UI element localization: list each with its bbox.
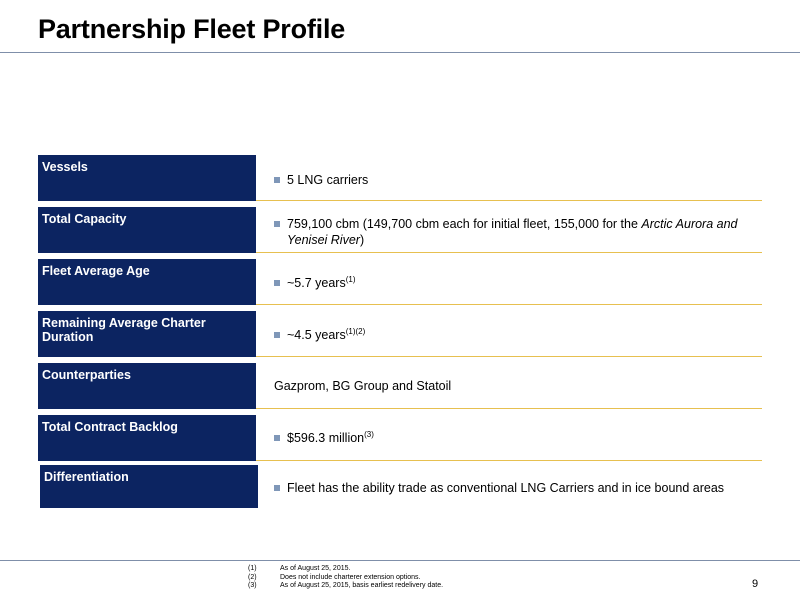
fleet-row-charter-duration xyxy=(0,311,800,363)
footer-divider xyxy=(0,560,800,561)
row-separator xyxy=(256,304,762,305)
footnote-item xyxy=(248,565,443,574)
row-separator xyxy=(256,200,762,201)
footnote-text: As of August 25, 2015, basis earliest redelivery date. xyxy=(280,582,444,589)
footnote-ref: (3) xyxy=(364,429,374,439)
bullet-square-icon xyxy=(274,332,280,338)
row-content xyxy=(274,430,744,446)
row-label: Fleet Average Age xyxy=(38,259,256,305)
bullet-square-icon xyxy=(274,280,280,286)
row-content xyxy=(274,216,744,248)
row-text-value: ~4.5 years xyxy=(287,328,346,342)
fleet-row-vessels xyxy=(0,155,800,207)
row-separator xyxy=(256,252,762,253)
row-text: 5 LNG carriers xyxy=(287,173,369,187)
footnotes xyxy=(248,565,443,591)
bullet-square-icon xyxy=(274,485,280,491)
row-separator xyxy=(256,408,762,409)
footnote-number: (1) xyxy=(248,565,257,572)
page-number: 9 xyxy=(752,578,759,590)
row-content xyxy=(274,378,744,394)
row-text xyxy=(274,327,744,343)
fleet-row-contract-backlog xyxy=(0,415,800,467)
row-content xyxy=(274,327,744,343)
fleet-row-differentiation xyxy=(0,465,800,517)
row-label: Total Capacity xyxy=(38,207,256,253)
row-separator xyxy=(256,356,762,357)
footnote-number: (2) xyxy=(248,573,257,581)
fleet-row-counterparties xyxy=(0,363,800,415)
row-text xyxy=(274,430,744,446)
row-text-value: ~5.7 years xyxy=(287,276,346,290)
row-separator xyxy=(256,460,762,461)
bullet-square-icon xyxy=(274,221,280,227)
footnote-text: As of August 25, 2015. xyxy=(280,565,351,572)
row-content xyxy=(274,172,744,188)
row-label: Counterparties xyxy=(38,363,256,409)
fleet-row-total-capacity xyxy=(0,207,800,259)
row-label: Total Contract Backlog xyxy=(38,415,256,461)
row-text: Gazprom, BG Group and Statoil xyxy=(274,379,452,393)
bullet-square-icon xyxy=(274,177,280,183)
fleet-row-average-age xyxy=(0,259,800,311)
row-text-italic: Arctic Aurora and Yenisei River xyxy=(287,217,738,247)
row-content xyxy=(274,275,744,291)
row-text-part: 759,100 cbm (149,700 cbm each for initial fleet, 155,000 for the xyxy=(287,217,642,231)
footnote-ref: (1)(2) xyxy=(345,326,366,336)
row-text-value: $596.3 million xyxy=(287,431,365,445)
footnote-item xyxy=(248,582,443,591)
row-content xyxy=(274,480,744,496)
row-text-part: ) xyxy=(359,233,365,247)
footnote-item xyxy=(248,574,443,583)
page-title: Partnership Fleet Profile xyxy=(38,14,346,44)
row-label: Differentiation xyxy=(40,465,258,508)
row-text xyxy=(274,216,744,248)
footnote-ref: (1) xyxy=(345,274,356,284)
footnote-text: Does not include charterer extension options. xyxy=(280,573,421,581)
row-text: Fleet has the ability trade as conventional LNG Carriers and in ice bound areas xyxy=(287,481,725,495)
row-label: Vessels xyxy=(38,155,256,201)
footnote-number: (3) xyxy=(248,582,257,589)
row-text xyxy=(274,275,744,291)
row-label: Remaining Average Charter Duration xyxy=(38,311,256,357)
title-divider xyxy=(0,52,800,53)
bullet-square-icon xyxy=(274,435,280,441)
